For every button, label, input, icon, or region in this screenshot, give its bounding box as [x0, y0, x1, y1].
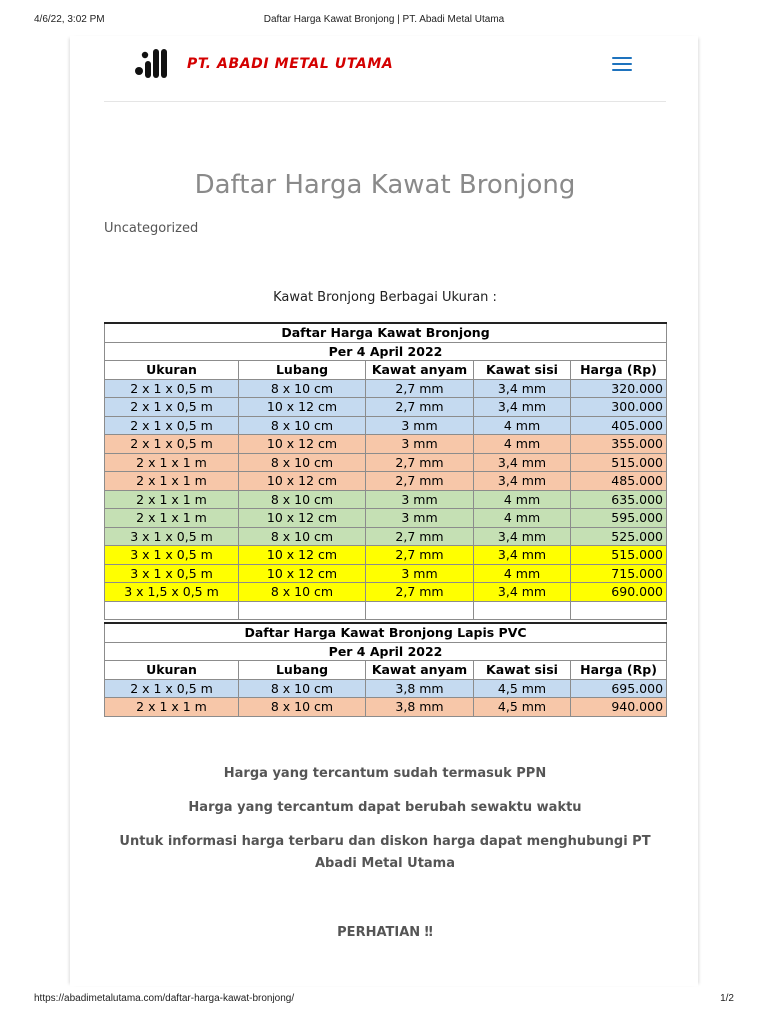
table-cell: 3 mm: [366, 509, 474, 528]
table-cell: 2 x 1 x 0,5 m: [105, 416, 239, 435]
table-header-row: [105, 661, 667, 680]
table-cell: 2 x 1 x 1 m: [105, 453, 239, 472]
column-header: Lubang: [239, 361, 366, 380]
table-row: [105, 527, 667, 546]
table-cell: 2,7 mm: [366, 546, 474, 565]
table-cell: 635.000: [571, 490, 667, 509]
table-cell: 3,4 mm: [474, 472, 571, 491]
print-doc-title: Daftar Harga Kawat Bronjong | PT. Abadi Metal Utama: [263, 14, 505, 25]
table-cell: 2 x 1 x 0,5 m: [105, 679, 239, 698]
table-cell: 2,7 mm: [366, 583, 474, 602]
table-cell: 8 x 10 cm: [239, 490, 366, 509]
table-title: Daftar Harga Kawat Bronjong Lapis PVC: [105, 623, 667, 642]
table-cell: 3 mm: [366, 416, 474, 435]
table-row: [105, 416, 667, 435]
table-cell: 2,7 mm: [366, 527, 474, 546]
table-cell: 10 x 12 cm: [239, 564, 366, 583]
table-cell: 515.000: [571, 453, 667, 472]
table-header-row: [105, 361, 667, 380]
table-cell: 3 x 1 x 0,5 m: [105, 546, 239, 565]
table-row: [105, 379, 667, 398]
table-cell: 485.000: [571, 472, 667, 491]
column-header: Ukuran: [105, 361, 239, 380]
table-cell: 2,7 mm: [366, 472, 474, 491]
table-cell: 4 mm: [474, 490, 571, 509]
table-row: [105, 398, 667, 417]
table-cell: 2 x 1 x 0,5 m: [105, 398, 239, 417]
table-cell: 3,8 mm: [366, 698, 474, 717]
pvc-price-table: [104, 622, 667, 717]
column-header: Ukuran: [105, 661, 239, 680]
table-cell: 355.000: [571, 435, 667, 454]
table-cell: 690.000: [571, 583, 667, 602]
table-cell: 940.000: [571, 698, 667, 717]
header-divider: [104, 101, 666, 102]
table-row: [105, 435, 667, 454]
hamburger-menu-icon[interactable]: [612, 57, 632, 73]
table-cell: 3 mm: [366, 490, 474, 509]
table-cell: 4 mm: [474, 435, 571, 454]
table-row: [105, 698, 667, 717]
table-cell: 2,7 mm: [366, 398, 474, 417]
table-cell: 2 x 1 x 1 m: [105, 490, 239, 509]
table-cell: 4,5 mm: [474, 679, 571, 698]
table-cell: 4 mm: [474, 564, 571, 583]
table-cell: 4,5 mm: [474, 698, 571, 717]
table-cell: 2 x 1 x 1 m: [105, 472, 239, 491]
table-row: [105, 564, 667, 583]
table-cell: 320.000: [571, 379, 667, 398]
table-cell: 2 x 1 x 0,5 m: [105, 435, 239, 454]
table-empty-row: [105, 601, 667, 620]
print-url: https://abadimetalutama.com/daftar-harga-kawat-bronjong/: [34, 993, 295, 1004]
table-cell: 3 x 1 x 0,5 m: [105, 527, 239, 546]
column-header: Harga (Rp): [571, 661, 667, 680]
page-title: Daftar Harga Kawat Bronjong: [194, 170, 576, 200]
table-cell: 405.000: [571, 416, 667, 435]
table-cell: 3 x 1 x 0,5 m: [105, 564, 239, 583]
table-cell: 595.000: [571, 509, 667, 528]
table-cell: 10 x 12 cm: [239, 398, 366, 417]
table-cell: 3,4 mm: [474, 583, 571, 602]
table-cell: 8 x 10 cm: [239, 527, 366, 546]
note-ppn: Harga yang tercantum sudah termasuk PPN: [223, 766, 547, 781]
table-cell: 2 x 1 x 1 m: [105, 509, 239, 528]
note-attention: PERHATIAN ‼: [337, 925, 433, 940]
table-cell: 10 x 12 cm: [239, 472, 366, 491]
company-logo[interactable]: [135, 46, 171, 80]
print-date: 4/6/22, 3:02 PM: [34, 14, 105, 25]
column-header: Kawat sisi: [474, 661, 571, 680]
table-cell: 2 x 1 x 1 m: [105, 698, 239, 717]
category-link[interactable]: Uncategorized: [104, 221, 199, 236]
table-cell: 2,7 mm: [366, 379, 474, 398]
table-cell: 8 x 10 cm: [239, 416, 366, 435]
table-row: [105, 583, 667, 602]
table-cell: 8 x 10 cm: [239, 453, 366, 472]
table-cell: 3,4 mm: [474, 398, 571, 417]
table-cell: 715.000: [571, 564, 667, 583]
table-cell: 3,4 mm: [474, 527, 571, 546]
table-cell: 8 x 10 cm: [239, 698, 366, 717]
column-header: Harga (Rp): [571, 361, 667, 380]
table-cell: 4 mm: [474, 416, 571, 435]
table-cell: 10 x 12 cm: [239, 546, 366, 565]
table-cell: 10 x 12 cm: [239, 509, 366, 528]
table-cell: 8 x 10 cm: [239, 379, 366, 398]
table-cell: 525.000: [571, 527, 667, 546]
table-cell: 4 mm: [474, 509, 571, 528]
table-cell: 3 x 1,5 x 0,5 m: [105, 583, 239, 602]
table-title: Daftar Harga Kawat Bronjong: [105, 323, 667, 342]
table-cell: 3 mm: [366, 435, 474, 454]
note-price-change: Harga yang tercantum dapat berubah sewaktu waktu: [188, 800, 582, 815]
table-subtitle: Per 4 April 2022: [105, 342, 667, 361]
table-cell: 8 x 10 cm: [239, 679, 366, 698]
column-header: Kawat sisi: [474, 361, 571, 380]
table-cell: 10 x 12 cm: [239, 435, 366, 454]
print-page-number: 1/2: [720, 993, 734, 1004]
intro-text: Kawat Bronjong Berbagai Ukuran :: [273, 290, 497, 305]
table-cell: 515.000: [571, 546, 667, 565]
table-cell: 3,4 mm: [474, 453, 571, 472]
column-header: Lubang: [239, 661, 366, 680]
table-cell: 3,8 mm: [366, 679, 474, 698]
table-row: [105, 679, 667, 698]
table-cell: 3 mm: [366, 564, 474, 583]
table-cell: 2,7 mm: [366, 453, 474, 472]
table-cell: 3,4 mm: [474, 546, 571, 565]
table-row: [105, 472, 667, 491]
column-header: Kawat anyam: [366, 361, 474, 380]
column-header: Kawat anyam: [366, 661, 474, 680]
table-row: [105, 490, 667, 509]
table-row: [105, 453, 667, 472]
table-cell: 695.000: [571, 679, 667, 698]
brand-name[interactable]: PT. ABADI METAL UTAMA: [187, 56, 394, 72]
table-row: [105, 509, 667, 528]
table-subtitle: Per 4 April 2022: [105, 642, 667, 661]
table-row: [105, 546, 667, 565]
note-contact: Untuk informasi harga terbaru dan diskon harga dapat menghubungi PT Abadi Metal Utama: [119, 834, 651, 871]
table-cell: 3,4 mm: [474, 379, 571, 398]
table-cell: 2 x 1 x 0,5 m: [105, 379, 239, 398]
table-cell: 8 x 10 cm: [239, 583, 366, 602]
price-table: [104, 322, 667, 620]
table-cell: 300.000: [571, 398, 667, 417]
